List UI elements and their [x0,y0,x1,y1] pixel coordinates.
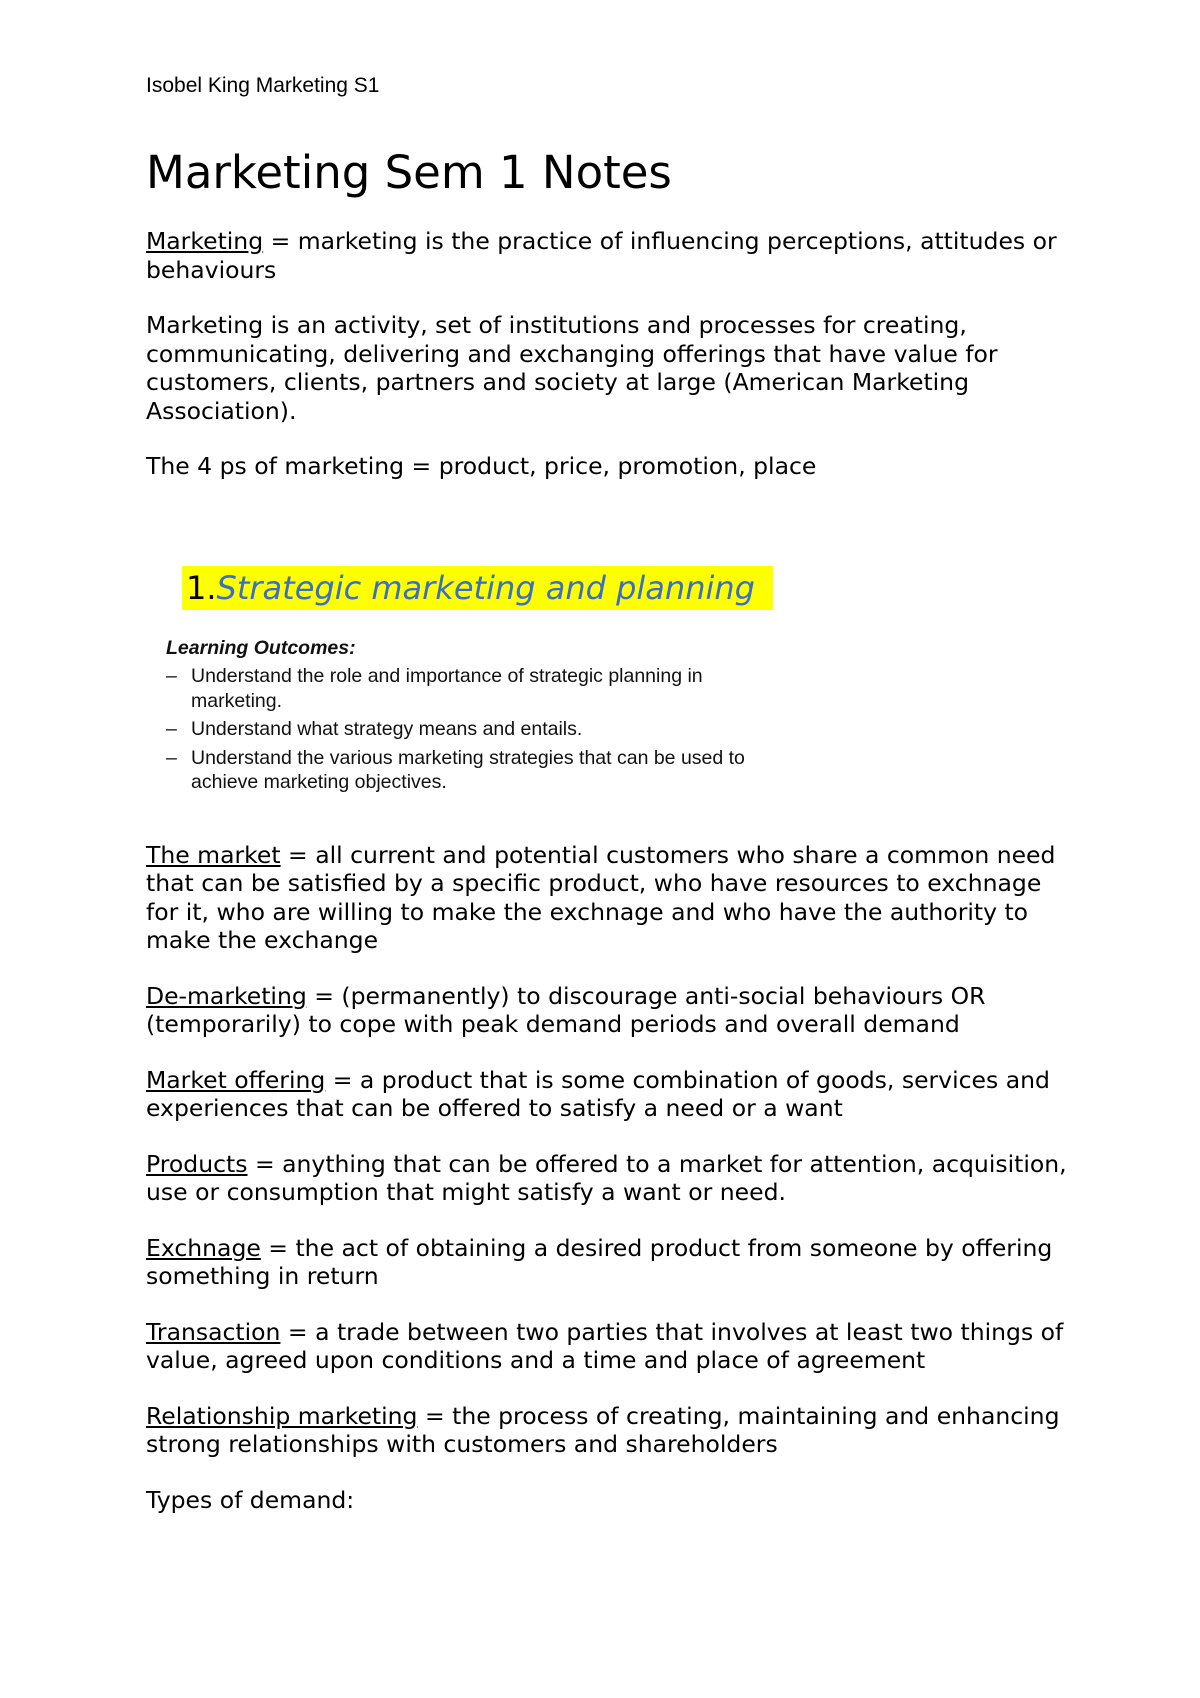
dash-bullet: – [166,665,177,687]
section-heading [182,566,773,610]
definition-text: = the act of obtaining a desired product from someone by offering something in return [146,1233,1053,1290]
definition-text: = the process of creating, maintaining and enhancing strong relationships with customers and shareholders [146,1401,1060,1458]
learning-outcome-item [166,717,766,742]
learning-outcomes-title: Learning Outcomes: [166,636,356,659]
definition-term: Transaction [146,1317,281,1346]
dash-bullet: – [166,746,177,769]
learning-outcome-text: Understand the various marketing strategies that can be used to achieve marketing objectives. [191,746,745,793]
definition-paragraph [146,1150,1076,1207]
learning-outcome-item [166,664,766,713]
learning-outcomes-box [166,636,766,795]
definition-term: Relationship marketing [146,1401,418,1430]
definition-paragraph [146,841,1076,955]
definition-paragraph [146,1066,1076,1123]
definition-paragraph [146,1318,1076,1375]
definition-text: = all current and potential customers who share a common need that can be satisfied by a specific product, who have resources to exchnage for it, who are willing to make the exchnage and who have the authority to make the exchange [146,840,1056,954]
definition-text: = marketing is the practice of influencing perceptions, attitudes or behaviours [146,227,1057,284]
page-header: Isobel King Marketing S1 [146,74,380,97]
learning-outcome-text: Understand what strategy means and entails. [191,718,583,740]
definition-term: Market offering [146,1065,326,1094]
definition-text: = (permanently) to discourage anti-social behaviours OR (temporarily) to cope with peak demand periods and overall demand [146,981,986,1038]
learning-outcome-item [166,746,766,795]
definition-term: The market [146,840,281,869]
dash-bullet: – [166,718,177,740]
paragraph-text: Marketing is an activity, set of institutions and processes for creating, communicating, delivering and exchanging offerings that have value for customers, clients, partners and society at large (American Marketing Association). [146,311,998,425]
definition-term: Products [146,1149,248,1178]
definition-text: = a product that is some combination of goods, services and experiences that can be offered to satisfy a need or a want [146,1065,1050,1122]
definition-text: = a trade between two parties that involves at least two things of value, agreed upon conditions and a time and place of agreement [146,1317,1064,1374]
learning-outcome-text: Understand the role and importance of strategic planning in marketing. [191,665,703,712]
definition-text: = anything that can be offered to a market for attention, acquisition, use or consumption that might satisfy a want or need. [146,1149,1067,1206]
definition-paragraph [146,1234,1076,1291]
definition-term: Marketing [146,227,264,255]
closing-text: Types of demand: [146,1485,355,1514]
document-title: Marketing Sem 1 Notes [146,146,672,199]
document-body [146,227,1076,1541]
definition-paragraph [146,227,1076,284]
paragraph-text: The 4 ps of marketing = product, price, promotion, place [146,452,817,480]
definition-paragraph [146,982,1076,1039]
definition-term: De-marketing [146,981,307,1010]
section-title: Strategic marketing and planning [216,568,755,607]
section-number: 1. [186,568,217,607]
definition-paragraph [146,1402,1076,1459]
definition-term: Exchnage [146,1233,261,1262]
body-paragraph [146,452,1076,481]
body-paragraph [146,311,1076,425]
closing-paragraph [146,1486,1076,1515]
